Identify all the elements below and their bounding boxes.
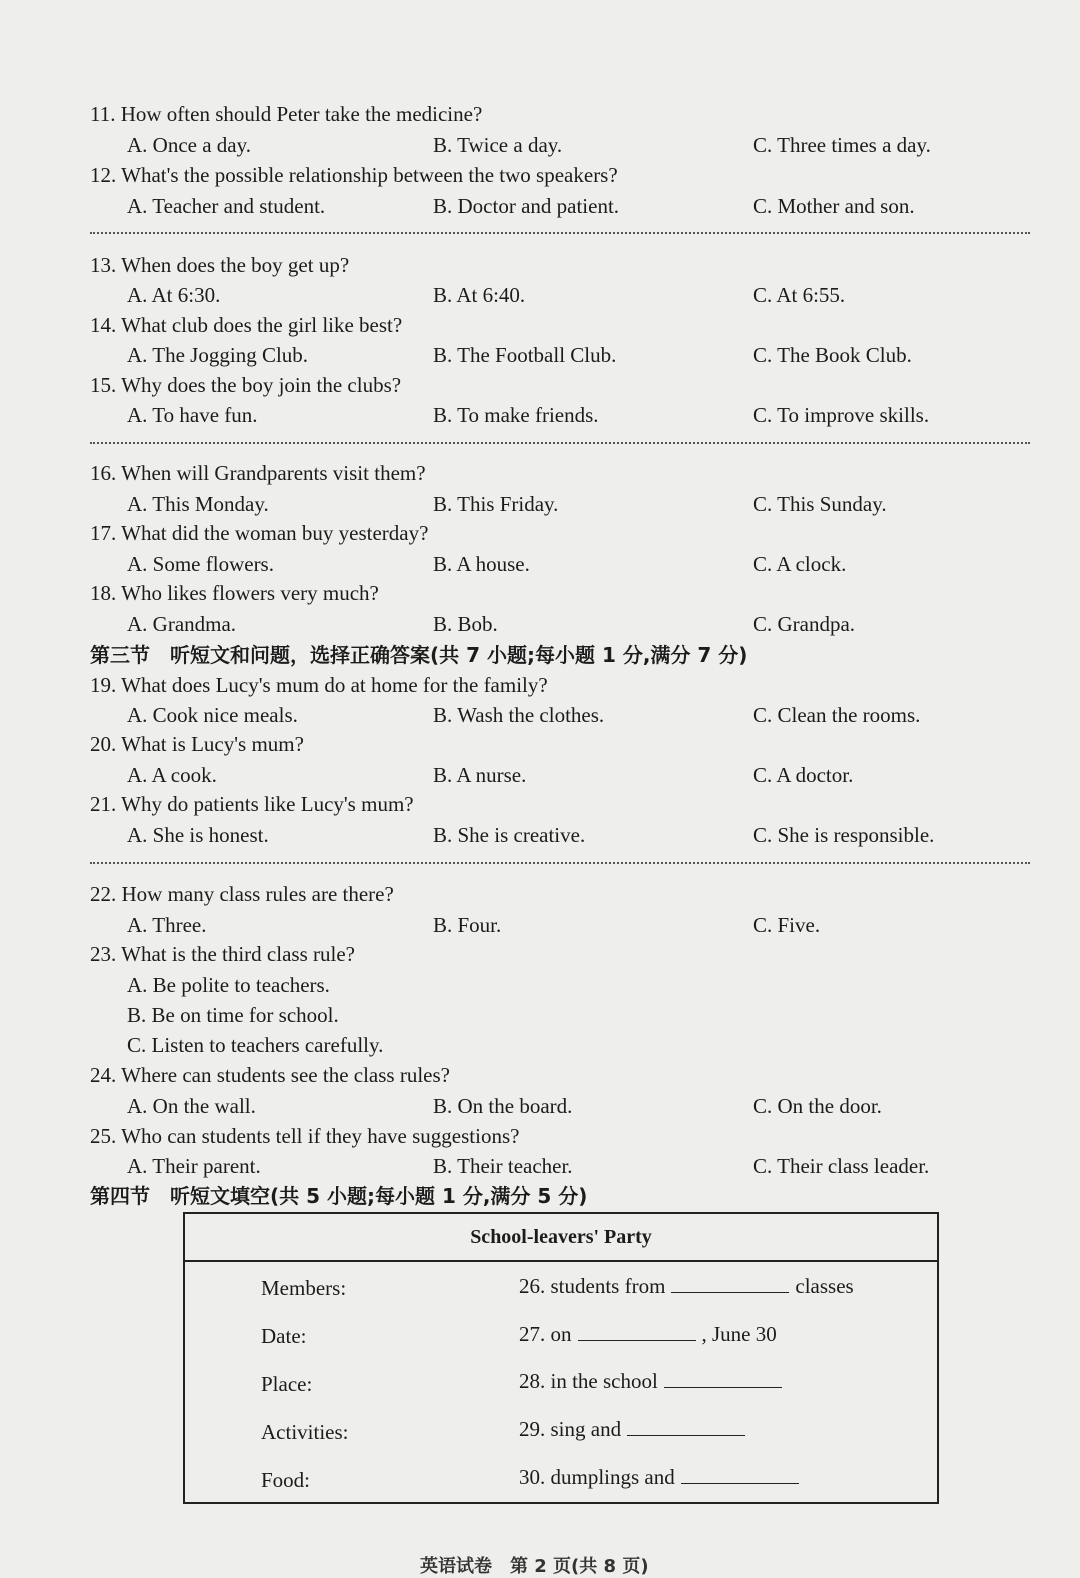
option-24-b: B. On the board.: [433, 1094, 573, 1118]
option-11-b: B. Twice a day.: [433, 133, 563, 157]
option-19-b: B. Wash the clothes.: [433, 703, 605, 727]
row-27-text: 27. on: [519, 1322, 572, 1346]
row-29-text: 29. sing and: [519, 1417, 622, 1441]
row-26-suffix: classes: [795, 1274, 854, 1298]
question-11: 11. How often should Peter take the medicine?: [90, 102, 483, 126]
option-23-c: C. Listen to teachers carefully.: [127, 1033, 384, 1057]
row-value-members: [519, 1274, 854, 1299]
row-label-activities: Activities:: [261, 1420, 349, 1444]
option-24-a: A. On the wall.: [127, 1094, 256, 1118]
option-17-c: C. A clock.: [753, 552, 847, 576]
question-25: 25. Who can students tell if they have suggestions?: [90, 1124, 520, 1148]
option-21-c: C. She is responsible.: [753, 823, 935, 847]
option-20-c: C. A doctor.: [753, 763, 854, 787]
option-18-b: B. Bob.: [433, 612, 498, 636]
blank-29[interactable]: [627, 1417, 745, 1436]
section-4-heading: 第四节 听短文填空(共 5 小题;每小题 1 分,满分 5 分): [90, 1184, 588, 1208]
option-18-a: A. Grandma.: [127, 612, 237, 636]
blank-27[interactable]: [578, 1322, 696, 1341]
question-16: 16. When will Grandparents visit them?: [90, 461, 426, 485]
option-20-a: A. A cook.: [127, 763, 217, 787]
table-title: School-leavers' Party: [185, 1214, 937, 1262]
option-11-a: A. Once a day.: [127, 133, 252, 157]
question-15: 15. Why does the boy join the clubs?: [90, 373, 402, 397]
question-12: 12. What's the possible relationship between the two speakers?: [90, 163, 618, 187]
option-13-c: C. At 6:55.: [753, 283, 846, 307]
option-12-c: C. Mother and son.: [753, 194, 915, 218]
option-19-c: C. Clean the rooms.: [753, 703, 921, 727]
section-3-heading: 第三节 听短文和问题，选择正确答案(共 7 小题;每小题 1 分,满分 7 分): [90, 643, 748, 667]
option-22-b: B. Four.: [433, 913, 502, 937]
option-12-b: B. Doctor and patient.: [433, 194, 620, 218]
question-24: 24. Where can students see the class rules?: [90, 1063, 450, 1087]
option-16-b: B. This Friday.: [433, 492, 559, 516]
blank-30[interactable]: [681, 1465, 799, 1484]
row-label-date: Date:: [261, 1324, 307, 1348]
row-label-place: Place:: [261, 1372, 313, 1396]
option-19-a: A. Cook nice meals.: [127, 703, 298, 727]
option-23-b: B. Be on time for school.: [127, 1003, 339, 1027]
option-25-c: C. Their class leader.: [753, 1154, 930, 1178]
option-22-c: C. Five.: [753, 913, 821, 937]
row-28-text: 28. in the school: [519, 1369, 658, 1393]
question-18: 18. Who likes flowers very much?: [90, 581, 379, 605]
row-value-food: [519, 1465, 805, 1490]
option-14-c: C. The Book Club.: [753, 343, 912, 367]
option-20-b: B. A nurse.: [433, 763, 527, 787]
page-footer: 英语试卷 第 2 页(共 8 页): [420, 1556, 649, 1577]
option-11-c: C. Three times a day.: [753, 133, 931, 157]
option-22-a: A. Three.: [127, 913, 207, 937]
divider: [90, 442, 1030, 444]
blank-26[interactable]: [671, 1274, 789, 1293]
option-21-b: B. She is creative.: [433, 823, 586, 847]
option-18-c: C. Grandpa.: [753, 612, 856, 636]
row-26-text: 26. students from: [519, 1274, 666, 1298]
option-15-b: B. To make friends.: [433, 403, 599, 427]
party-info-table: [183, 1212, 939, 1504]
question-21: 21. Why do patients like Lucy's mum?: [90, 792, 414, 816]
option-13-a: A. At 6:30.: [127, 283, 221, 307]
divider: [90, 232, 1030, 234]
row-label-food: Food:: [261, 1468, 311, 1492]
row-value-place: [519, 1369, 788, 1394]
question-17: 17. What did the woman buy yesterday?: [90, 521, 429, 545]
option-23-a: A. Be polite to teachers.: [127, 973, 330, 997]
row-27-suffix: , June 30: [701, 1322, 777, 1346]
option-15-c: C. To improve skills.: [753, 403, 930, 427]
option-16-c: C. This Sunday.: [753, 492, 887, 516]
option-25-b: B. Their teacher.: [433, 1154, 573, 1178]
blank-28[interactable]: [664, 1369, 782, 1388]
question-23: 23. What is the third class rule?: [90, 942, 355, 966]
option-17-b: B. A house.: [433, 552, 530, 576]
row-value-date: [519, 1322, 777, 1347]
option-14-a: A. The Jogging Club.: [127, 343, 309, 367]
question-14: 14. What club does the girl like best?: [90, 313, 403, 337]
option-12-a: A. Teacher and student.: [127, 194, 326, 218]
question-22: 22. How many class rules are there?: [90, 882, 394, 906]
option-16-a: A. This Monday.: [127, 492, 269, 516]
option-17-a: A. Some flowers.: [127, 552, 274, 576]
row-value-activities: [519, 1417, 751, 1442]
question-20: 20. What is Lucy's mum?: [90, 732, 304, 756]
option-15-a: A. To have fun.: [127, 403, 258, 427]
row-label-members: Members:: [261, 1276, 347, 1300]
row-30-text: 30. dumplings and: [519, 1465, 675, 1489]
divider: [90, 862, 1030, 864]
option-21-a: A. She is honest.: [127, 823, 269, 847]
option-14-b: B. The Football Club.: [433, 343, 617, 367]
option-25-a: A. Their parent.: [127, 1154, 261, 1178]
question-13: 13. When does the boy get up?: [90, 253, 350, 277]
option-24-c: C. On the door.: [753, 1094, 882, 1118]
option-13-b: B. At 6:40.: [433, 283, 526, 307]
question-19: 19. What does Lucy's mum do at home for the family?: [90, 673, 548, 697]
